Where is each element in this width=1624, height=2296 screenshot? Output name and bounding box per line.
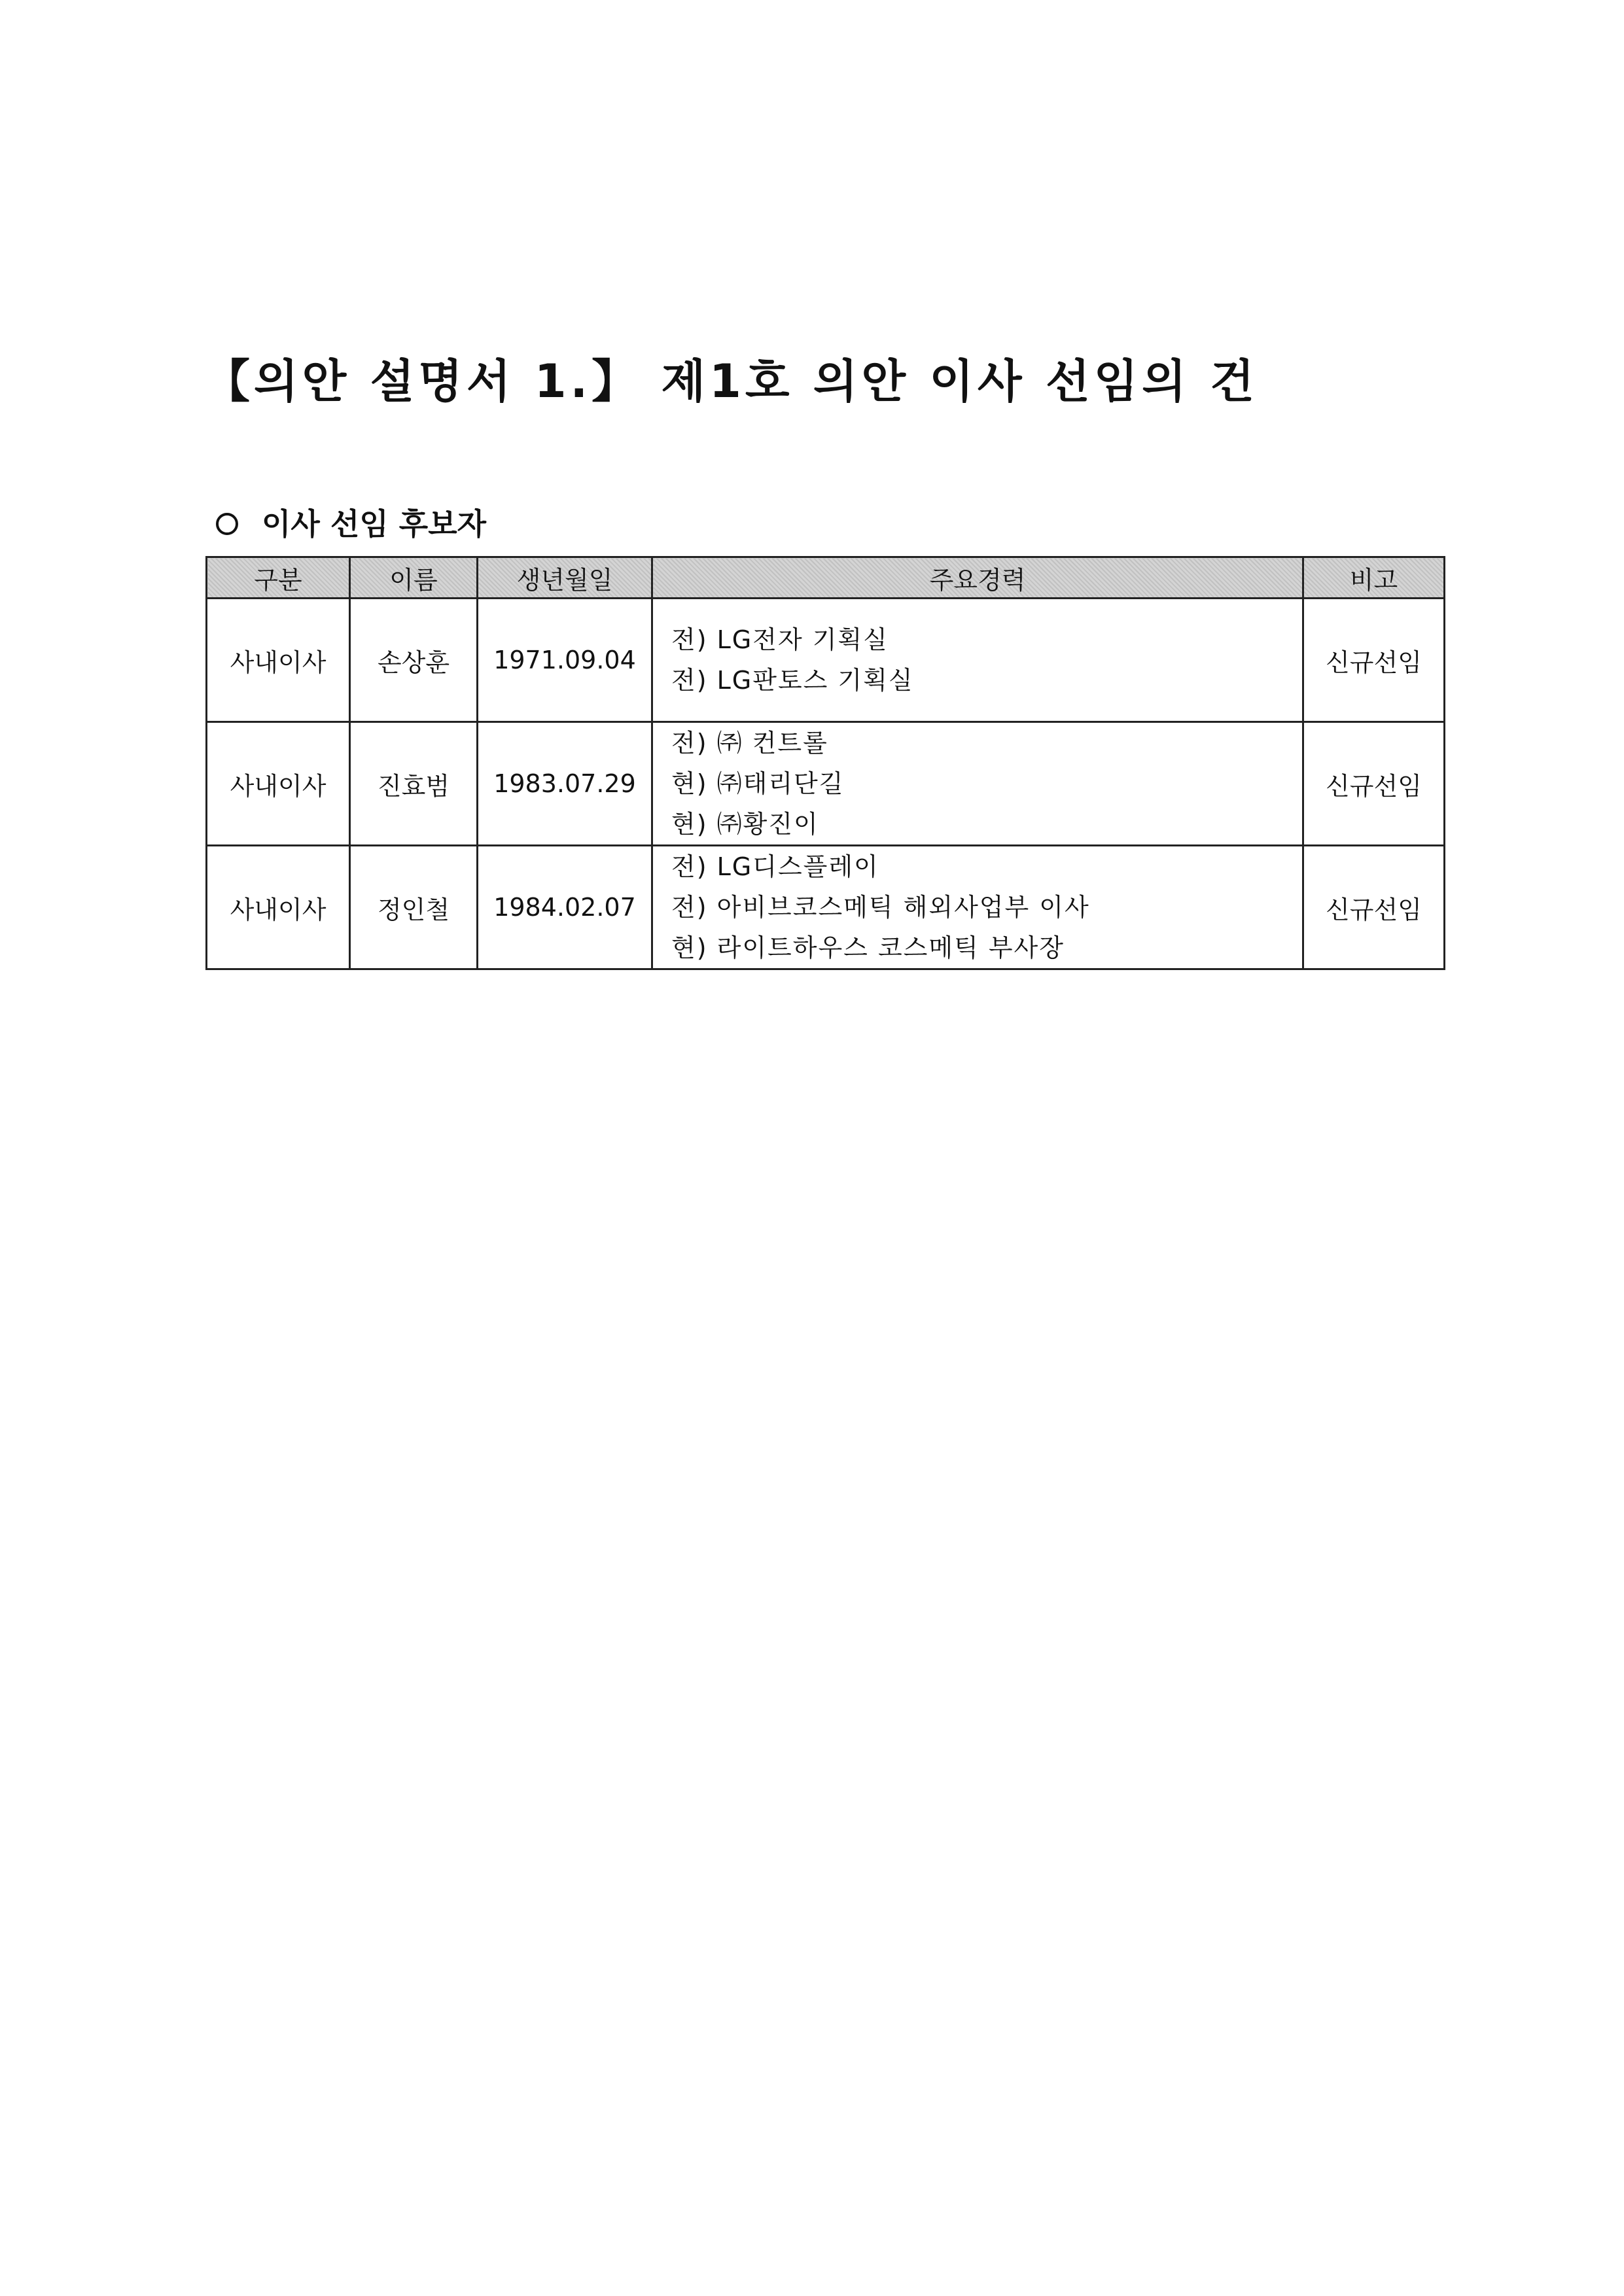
career-line: 전) LG전자 기획실	[671, 625, 889, 654]
career-line: 현) 라이트하우스 코스메틱 부사장	[671, 933, 1065, 962]
cell-birth-date: 1971.09.04	[478, 599, 652, 722]
cell-name: 정인철	[350, 846, 478, 969]
header-name: 이름	[350, 557, 478, 599]
career-line: 전) 아비브코스메틱 해외사업부 이사	[671, 893, 1090, 922]
cell-name: 손상훈	[350, 599, 478, 722]
cell-birth-date: 1984.02.07	[478, 846, 652, 969]
career-line: 현) ㈜태리단길	[671, 769, 845, 798]
cell-note: 신규선임	[1303, 846, 1445, 969]
cell-category: 사내이사	[207, 846, 350, 969]
table-header-row	[207, 557, 1445, 599]
career-line: 전) ㈜ 컨트롤	[671, 729, 828, 757]
section-heading	[216, 506, 487, 542]
career-line: 현) ㈜황진이	[671, 810, 819, 839]
candidates-table	[205, 556, 1445, 970]
document-title: 【의안 설명서 1.】 제1호 의안 이사 선임의 건	[204, 355, 1258, 408]
cell-name: 진효범	[350, 722, 478, 846]
career-line: 전) LG판토스 기획실	[671, 666, 914, 695]
circle-bullet-icon	[216, 513, 238, 535]
table-row	[207, 846, 1445, 969]
cell-note: 신규선임	[1303, 722, 1445, 846]
header-birth-date: 생년월일	[478, 557, 652, 599]
cell-category: 사내이사	[207, 599, 350, 722]
header-note: 비고	[1303, 557, 1445, 599]
cell-category: 사내이사	[207, 722, 350, 846]
table-row	[207, 599, 1445, 722]
cell-birth-date: 1983.07.29	[478, 722, 652, 846]
cell-career	[652, 846, 1303, 969]
section-heading-text: 이사 선임 후보자	[262, 506, 487, 542]
header-career: 주요경력	[652, 557, 1303, 599]
table-row	[207, 722, 1445, 846]
cell-career	[652, 722, 1303, 846]
cell-career	[652, 599, 1303, 722]
career-line: 전) LG디스플레이	[671, 852, 879, 881]
header-category: 구분	[207, 557, 350, 599]
cell-note: 신규선임	[1303, 599, 1445, 722]
